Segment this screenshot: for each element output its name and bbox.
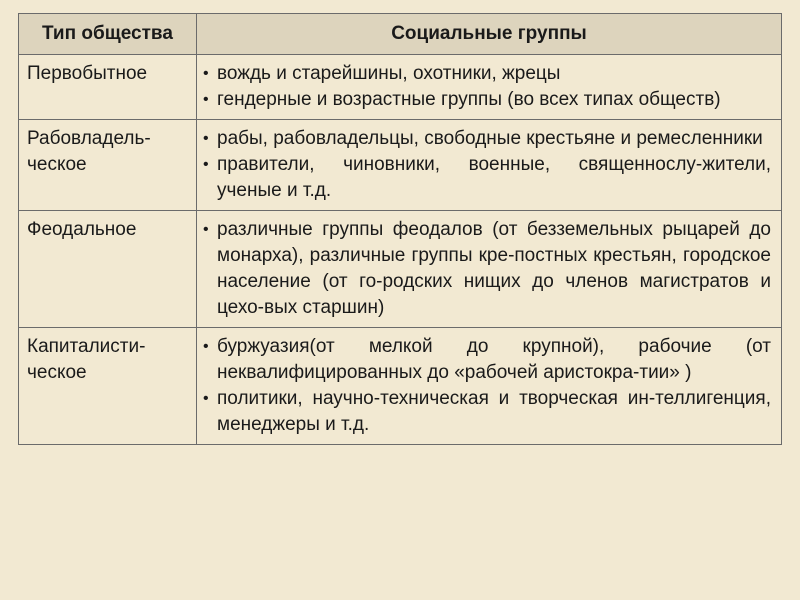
- table-row: [19, 211, 782, 328]
- group-item: • буржуазия(от мелкой до крупной), рабочие (от неквалифицированных до «рабочей аристокра-тии» ): [203, 334, 771, 386]
- social-groups-cell: [197, 55, 782, 120]
- group-item: • политики, научно-техническая и творческая ин-теллигенция, менеджеры и т.д.: [203, 386, 771, 438]
- table-row: [19, 328, 782, 445]
- society-type-cell: Феодальное: [19, 211, 197, 328]
- group-item: • вождь и старейшины, охотники, жрецы: [203, 61, 771, 87]
- society-type-cell: Капиталисти- ческое: [19, 328, 197, 445]
- table-row: [19, 120, 782, 211]
- group-item: • правители, чиновники, военные, священнослу-жители, ученые и т.д.: [203, 152, 771, 204]
- group-item: • гендерные и возрастные группы (во всех типах обществ): [203, 87, 771, 113]
- society-type-cell: Рабовладель- ческое: [19, 120, 197, 211]
- header-social-groups: Социальные группы: [197, 14, 782, 55]
- society-type-cell: Первобытное: [19, 55, 197, 120]
- social-groups-cell: [197, 328, 782, 445]
- group-item: • различные группы феодалов (от безземельных рыцарей до монарха), различные группы кре-постных крестьян, городское население (от го-родских нищих до членов магистратов и цехо-вых старшин): [203, 217, 771, 321]
- group-item: • рабы, рабовладельцы, свободные крестьяне и ремесленники: [203, 126, 771, 152]
- social-groups-cell: [197, 211, 782, 328]
- header-society-type: Тип общества: [19, 14, 197, 55]
- social-groups-cell: [197, 120, 782, 211]
- social-groups-table: [18, 13, 782, 445]
- table-header-row: [19, 14, 782, 55]
- table-row: [19, 55, 782, 120]
